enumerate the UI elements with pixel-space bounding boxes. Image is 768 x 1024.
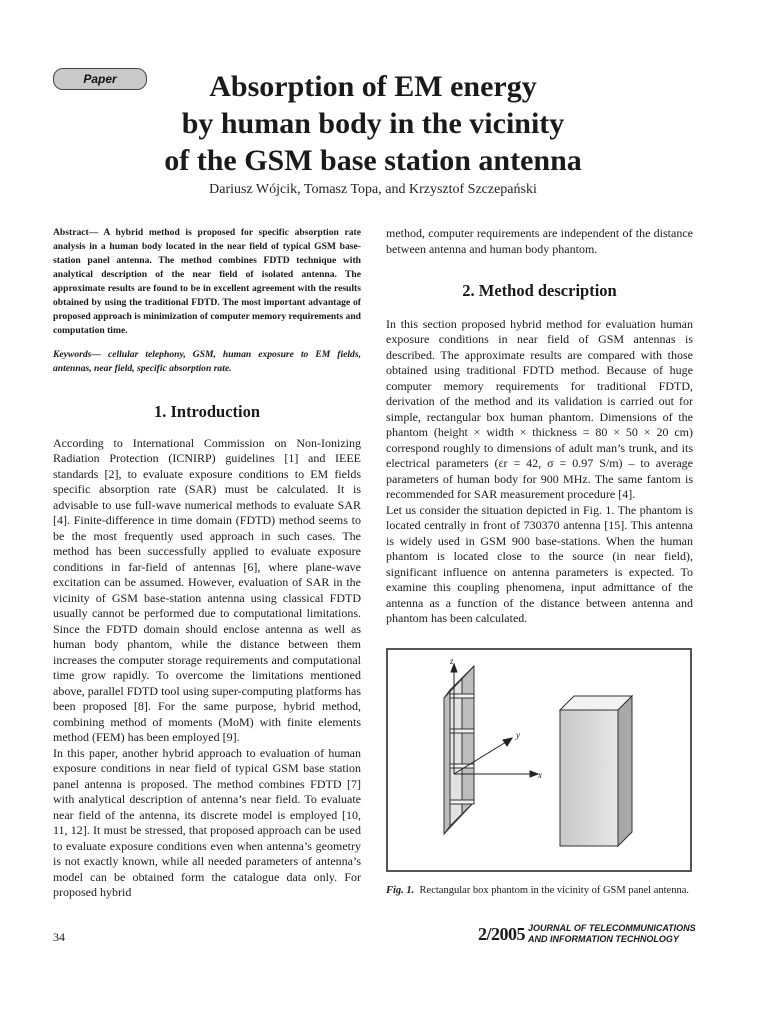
title-line: by human body in the vicinity [181, 107, 565, 140]
phantom-antenna-diagram [388, 650, 690, 870]
antenna-panel [444, 666, 474, 834]
caption-label: Fig. 1. [386, 885, 415, 896]
section-heading-method: 2. Method description [462, 281, 617, 300]
paper-title [140, 68, 606, 179]
journal-line: AND INFORMATION TECHNOLOGY [528, 934, 679, 944]
figure-caption [386, 884, 693, 898]
title-line: of the GSM base station antenna [164, 144, 582, 177]
intro-paragraph: In this paper, another hybrid approach to evaluation of human exposure conditions in near field of typical GSM base station panel antenna is proposed. The method combines FDTD [7] with analytical description of antenna’s near field. To evaluate near field of the antenna, its discrete model is employed [10, 11, 12]. It must be stressed, that proposed approach can be used to evaluate exposure conditions even when antenna’s geometry is not exactly known, while all needed parameters of antenna’s model can be obtained form the catalogue data only. For proposed hybrid [53, 745, 361, 899]
authors: Dariusz Wójcik, Tomasz Topa, and Krzysztof Szczepański [209, 182, 537, 197]
keywords: Keywords— cellular telephony, GSM, human exposure to EM fields, antennas, near field, specific absorption rate. [53, 349, 361, 374]
method-paragraph: In this section proposed hybrid method for evaluation human exposure conditions in near field of GSM antennas is described. The approximate results are compared with those obtained using traditional FDTD method. Because of huge computer memory requirements for traditional FDTD, derivation of the method and its validation is carried out for simple, rectangular box human phantom. Dimensions of the phantom (height × width × thickness = 80 × 50 × 20 cm) correspond roughly to dimensions of adult man’s trunk, and its electrical parameters (εr = 42, σ = 0.97 S/m) – to average parameters of human body for 900 MHz. The same fantom is recommended for SAR measurement procedure [4]. [386, 316, 693, 501]
right-column [386, 226, 693, 627]
caption-text: Rectangular box phantom in the vicinity of GSM panel antenna. [419, 885, 689, 896]
section-heading-introduction: 1. Introduction [153, 402, 261, 421]
figure-1 [386, 648, 692, 872]
paper-badge: Paper [53, 68, 147, 90]
left-column [53, 226, 361, 901]
intro-paragraph: According to International Commission on Non-Ionizing Radiation Protection (ICNIRP) guidelines [1] and IEEE standards [2], to evaluate exposure conditions to EM fields specific absorption rate (SAR) must be calculated. It is advisable to use full-wave numerical methods to evaluate SAR [4]. Finite-difference in time domain (FDTD) method seems to be the most frequently used approach in such cases. The method has been successfully applied to evaluate exposure conditions in far-field of antennas [6], where plane-wave excitation can be assumed. However, evaluation of SAR in the vicinity of GSM base-station antenna using classical FDTD usually cannot be performed due to computational limitations. Since the FDTD domain should enclose antenna as well as human body phantom, while the distance between them increases the computer storage requirements and computational time grow rapidly. To overcome the limitations mentioned above, parallel FDTD tool using super-computing platforms has been proposed [8]. For the same purpose, hybrid method, combining method of moments (MoM) with finite elements method (FEM) has been employed [9]. [53, 435, 361, 744]
continued-paragraph: method, computer requirements are independent of the distance between antenna and human body phantom. [386, 226, 693, 256]
axis-label-z: z [450, 656, 454, 666]
page-number: 34 [53, 930, 65, 944]
abstract: Abstract— A hybrid method is proposed for specific absorption rate analysis in a human body located in the near field of typical GSM base-station panel antenna. The method combines FDTD technique with analytical description of the near field of isolated antenna. The approximate results are found to be in excellent agreement with the results obtained by using the traditional FDTD. The most important advantage of proposed approach is minimization of computer memory requirements and computation time. [53, 227, 361, 336]
journal-line: JOURNAL OF TELECOMMUNICATIONS [528, 923, 696, 933]
axis-label-y: y [516, 730, 520, 740]
axis-label-x: x [538, 770, 542, 780]
title-line: Absorption of EM energy [209, 70, 537, 103]
journal-name [528, 923, 698, 945]
journal-issue: 2/2005 [478, 924, 526, 944]
phantom-box [560, 696, 632, 846]
method-paragraph: Let us consider the situation depicted in Fig. 1. The phantom is located centrally in front of 730370 antenna [15]. This antenna is widely used in GSM 900 base-stations. When the human phantom is located close to the source (in near field), significant influence on antenna parameters is expected. To examine this coupling phenomena, input admittance of the antenna as a function of the distance between antenna and phantom has been calculated. [386, 502, 693, 625]
